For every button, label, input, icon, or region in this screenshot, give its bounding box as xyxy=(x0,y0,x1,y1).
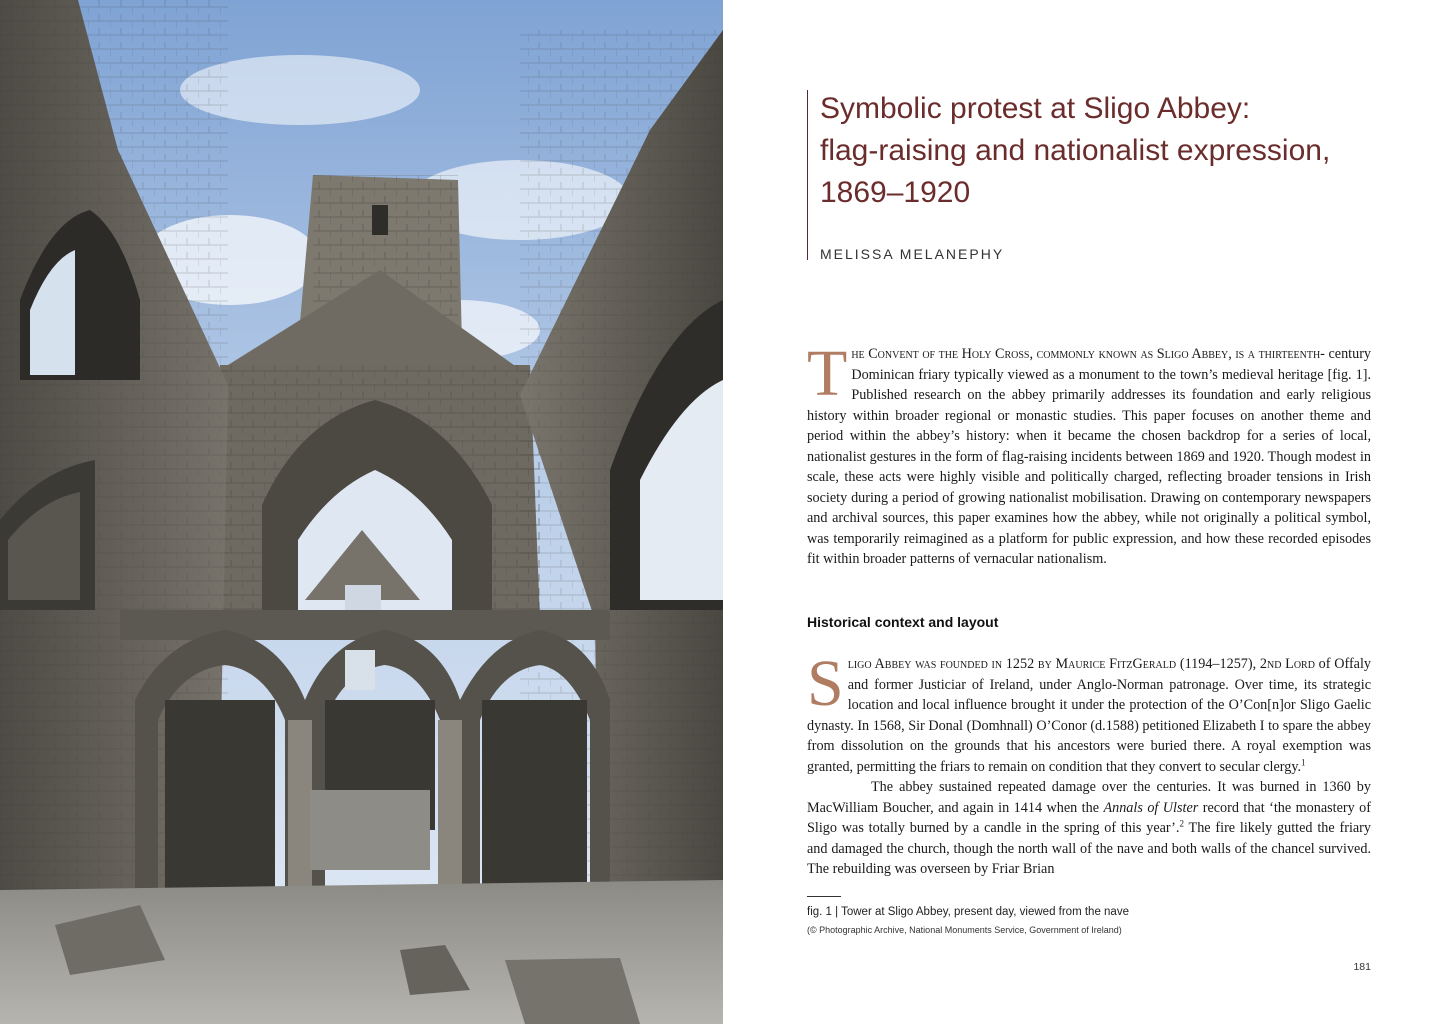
section-text-b: of Offaly and former Justiciar of Ireland, under Anglo-Norman patronage. Over time, its strategic location and local influence brought it under the protection of the O’Con[n]or Sligo Gaelic dynasty. In 1568, Sir Donal (Domhnall) O’Conor (d.1588) petitioned Elizabeth I to spare the abbey from dissolution on the grounds that his ancestors were buried there. A royal exemption was granted, permitting the friars to remain on condition that they convert to secular clergy. xyxy=(807,656,1371,775)
author-name: MELISSA MELANEPHY xyxy=(820,246,1005,262)
p2-italic: Annals of Ulster xyxy=(1103,799,1199,816)
intro-paragraph xyxy=(807,337,1372,570)
figure-credit: (© Photographic Archive, National Monuments Service, Government of Ireland) xyxy=(807,925,1122,935)
section-smallcaps-b: 2nd Lord xyxy=(1259,656,1315,672)
section-dropcap: S xyxy=(807,647,844,720)
title-rule xyxy=(807,90,808,260)
footnote-ref-1: 1 xyxy=(1301,756,1306,767)
title-line-3: 1869–1920 xyxy=(820,176,971,209)
section-paragraph-1 xyxy=(807,647,1371,777)
intro-dropcap: T xyxy=(807,337,848,410)
intro-text: century Dominican friary typically viewed as a monument to the town’s medieval heritage [fig. 1]. Published research on the abbey primarily addresses its foundation and early religious history within broader regional or monastic studies. This paper focuses on another theme and period within the abbey’s history: when it became the chosen backdrop for a series of local, nationalist gestures in the form of flag-raising incidents between 1869 and 1920. Though modest in scale, these acts were highly visible and politically charged, reflecting broader tensions in Irish society during a period of growing nationalist mobilisation. Drawing on contemporary newspapers and archival sources, this paper examines how the abbey, while not originally a political symbol, was temporarily reimagined as a platform for public expression, and how these recorded episodes fit within broader patterns of vernacular nationalism. xyxy=(807,346,1372,567)
page-number: 181 xyxy=(1353,961,1371,973)
footnote-ref-2: 2 xyxy=(1179,818,1184,829)
section-text-a: (1194–1257), xyxy=(1176,656,1260,672)
figure-caption: fig. 1 | Tower at Sligo Abbey, present day, viewed from the nave xyxy=(807,906,1129,918)
section-paragraph-2 xyxy=(807,777,1371,880)
section-smallcaps: ligo Abbey was founded in 1252 by Maurice FitzGerald xyxy=(847,656,1177,672)
article-title xyxy=(820,88,1380,214)
title-line-1: Symbolic protest at Sligo Abbey: xyxy=(820,92,1251,125)
section-body xyxy=(807,647,1372,880)
p2-text-c: The fire likely gutted the friary and damaged the church, though the north wall of the nave and both walls of the chancel survived. The rebuilding was overseen by Friar Brian xyxy=(807,820,1372,877)
p2-text-a: The abbey sustained repeated damage over the centuries. It was burned in 1360 by MacWilliam Boucher, and again in 1414 when the xyxy=(807,779,1371,816)
section-heading: Historical context and layout xyxy=(807,614,999,630)
p2-text-b: record that ‘the monastery of Sligo was totally burned by a candle in the spring of this year’. xyxy=(807,799,1372,836)
intro-smallcaps: he Convent of the Holy Cross, commonly known as Sligo Abbey, is a thirteenth- xyxy=(851,346,1325,362)
footnote-rule xyxy=(807,896,841,897)
article-page xyxy=(723,0,1445,1024)
title-line-2: flag-raising and nationalist expression, xyxy=(820,134,1331,167)
